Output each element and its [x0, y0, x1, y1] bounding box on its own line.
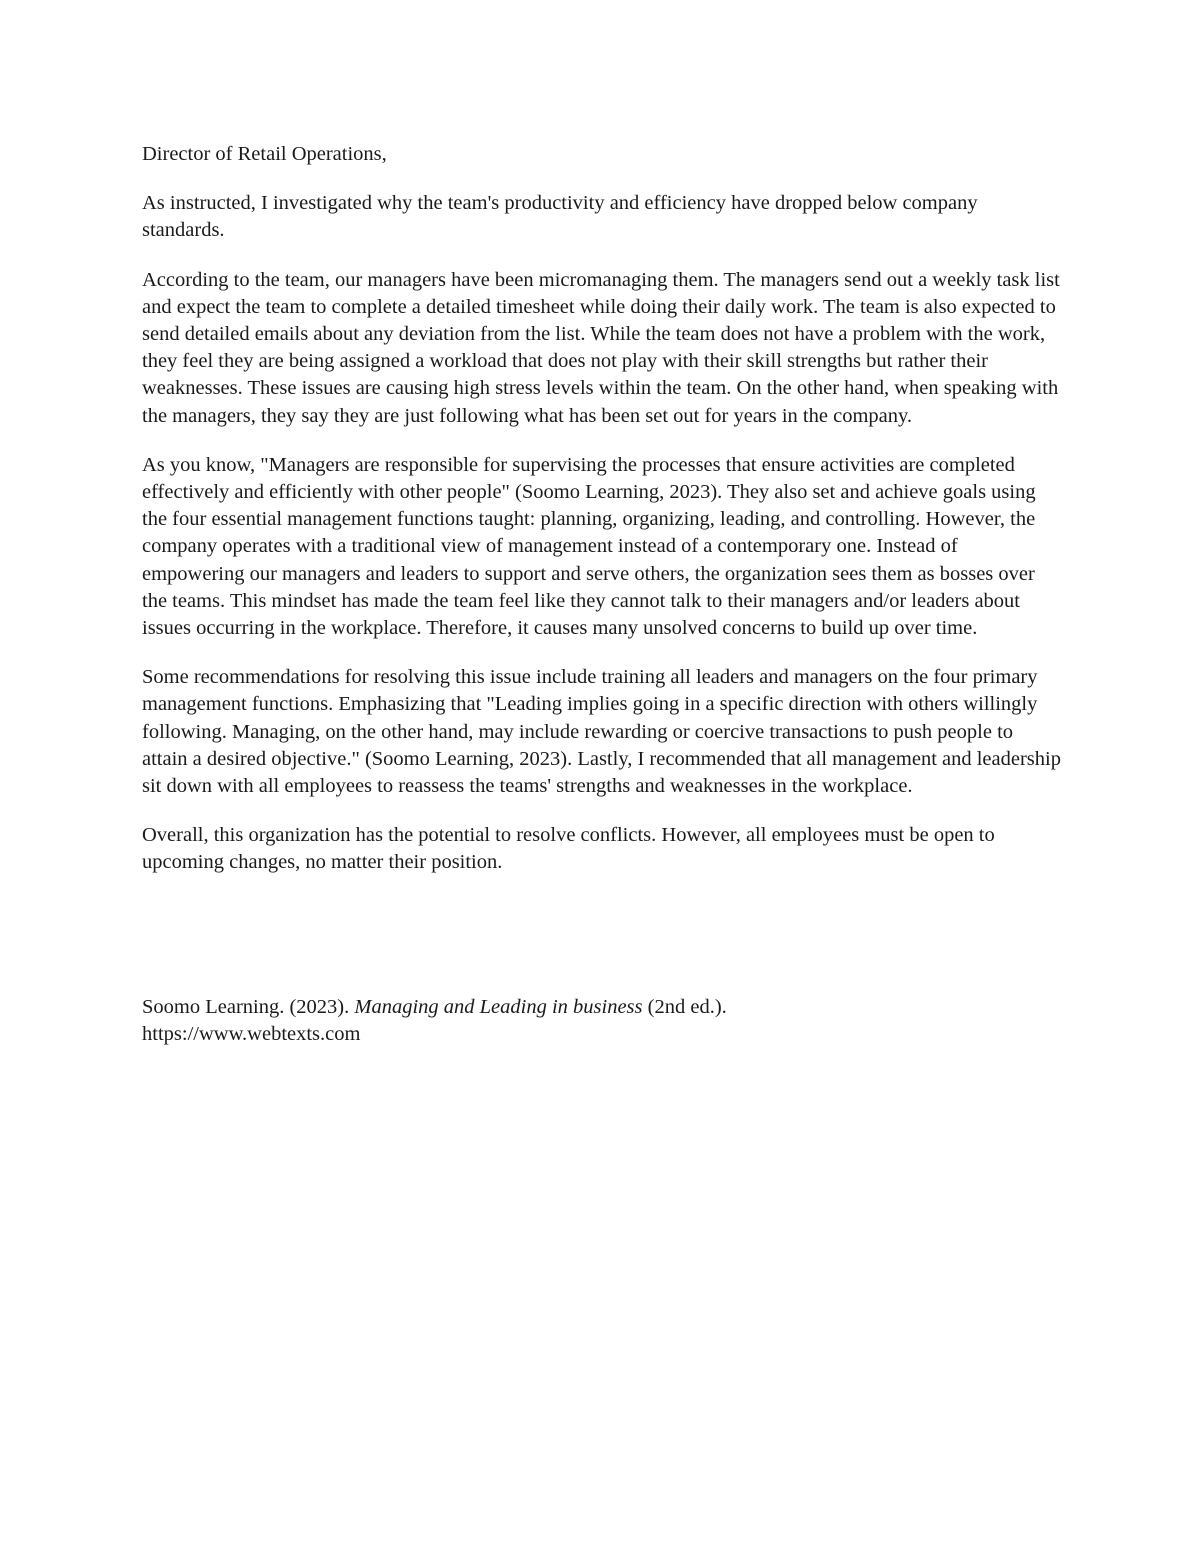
reference-edition: (2nd ed.). — [642, 995, 727, 1018]
reference-citation — [142, 994, 1062, 1021]
salutation: Director of Retail Operations, — [142, 143, 387, 165]
paragraph-conclusion: Overall, this organization has the potential to resolve conflicts. However, all employees must be open to upcoming changes, no matter their position. — [142, 824, 995, 874]
paragraph-recommendations: Some recommendations for resolving this issue include training all leaders and managers on the four primary management functions. Emphasizing that "Leading implies going in a specific direction with others willingly following. Managing, on the other hand, may include rewarding or coercive transactions to push people to attain a desired objective." (Soomo Learning, 2023). Lastly, I recommended that all management and leadership sit down with all employees to reassess the teams' strengths and weaknesses in the workplace. — [142, 666, 1061, 798]
document-page — [142, 141, 1062, 1048]
paragraph-analysis: As you know, "Managers are responsible for supervising the processes that ensure activities are completed effectively and efficiently with other people" (Soomo Learning, 2023). They also set and achieve goals using the four essential management functions taught: planning, organizing, leading, and controlling. However, the company operates with a traditional view of management instead of a contemporary one. Instead of empowering our managers and leaders to support and serve others, the organization sees them as bosses over the teams. This mindset has made the team feel like they cannot talk to their managers and/or leaders about issues occurring in the workplace. Therefore, it causes many unsolved concerns to build up over time. — [142, 453, 1036, 640]
reference-title: Managing and Leading in business — [354, 995, 643, 1018]
reference-entry — [142, 994, 1062, 1048]
reference-url: https://www.webtexts.com — [142, 1022, 361, 1045]
paragraph-findings: According to the team, our managers have been micromanaging them. The managers send out a weekly task list and expect the team to complete a detailed timesheet while doing their daily work. The team is also expected to send detailed emails about any deviation from the list. While the team does not have a problem with the work, they feel they are being assigned a workload that does not play with their skill strengths but rather their weaknesses. These issues are causing high stress levels within the team. On the other hand, when speaking with the managers, they say they are just following what has been set out for years in the company. — [142, 268, 1060, 427]
paragraph-intro: As instructed, I investigated why the team's productivity and efficiency have dropped below company standards. — [142, 192, 978, 242]
reference-author-year: Soomo Learning. (2023). — [142, 995, 355, 1018]
